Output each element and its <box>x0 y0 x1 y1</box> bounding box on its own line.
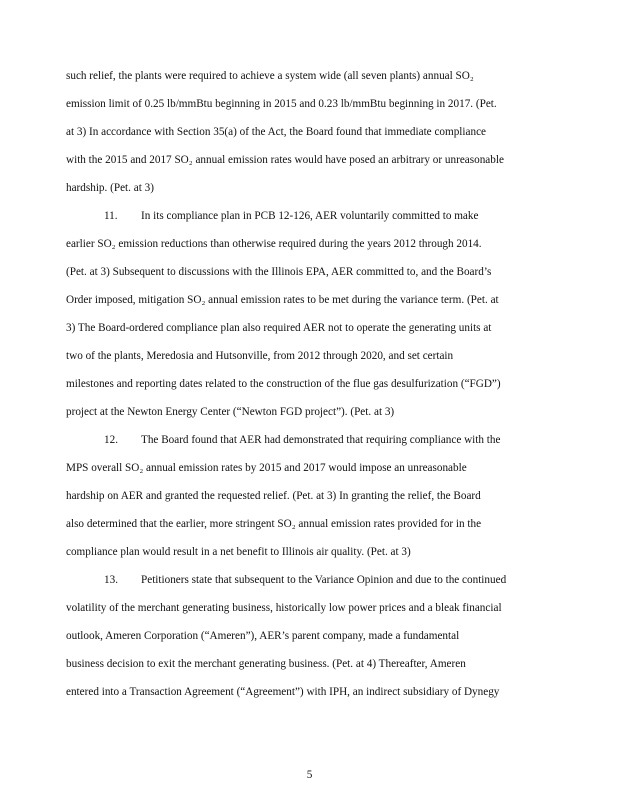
paragraph-number: 13. <box>104 574 118 586</box>
text-line: business decision to exit the merchant generating business. (Pet. at 4) Thereafter, Ameren <box>66 658 466 670</box>
text-line: at 3) In accordance with Section 35(a) of the Act, the Board found that immediate compliance <box>66 126 487 138</box>
text-line: Petitioners state that subsequent to the Variance Opinion and due to the continued <box>141 574 507 586</box>
text-line: entered into a Transaction Agreement (“Agreement”) with IPH, an indirect subsidiary of Dynegy <box>66 686 500 698</box>
text-line: 3) The Board-ordered compliance plan also required AER not to operate the generating units at <box>66 322 492 334</box>
paragraph-number: 11. <box>104 210 118 222</box>
text-line: compliance plan would result in a net benefit to Illinois air quality. (Pet. at 3) <box>66 546 411 558</box>
text-line: emission limit of 0.25 lb/mmBtu beginning in 2015 and 0.23 lb/mmBtu beginning in 2017. (Pet. <box>66 98 497 110</box>
text-line: also determined that the earlier, more stringent SO₂ annual emission rates provided for in the <box>66 518 482 530</box>
page-number: 5 <box>306 769 313 781</box>
text-line: hardship on AER and granted the requested relief. (Pet. at 3) In granting the relief, the Board <box>66 490 481 502</box>
text-line: The Board found that AER had demonstrated that requiring compliance with the <box>141 434 501 446</box>
text-line: two of the plants, Meredosia and Hutsonville, from 2012 through 2020, and set certain <box>66 350 454 362</box>
text-line: such relief, the plants were required to achieve a system wide (all seven plants) annual SO₂ <box>66 70 474 82</box>
text-line: outlook, Ameren Corporation (“Ameren”), AER’s parent company, made a fundamental <box>66 630 460 642</box>
text-line: (Pet. at 3) Subsequent to discussions with the Illinois EPA, AER committed to, and the Board’s <box>66 266 492 278</box>
text-line: with the 2015 and 2017 SO₂ annual emission rates would have posed an arbitrary or unreasonable <box>66 154 504 166</box>
text-line: volatility of the merchant generating business, historically low power prices and a bleak financial <box>66 602 502 614</box>
text-line: Order imposed, mitigation SO₂ annual emission rates to be met during the variance term. (Pet. at <box>66 294 499 306</box>
text-line: MPS overall SO₂ annual emission rates by 2015 and 2017 would impose an unreasonable <box>66 462 467 474</box>
text-line: project at the Newton Energy Center (“Newton FGD project”). (Pet. at 3) <box>66 406 395 418</box>
text-line: earlier SO₂ emission reductions than otherwise required during the years 2012 through 2014. <box>66 238 482 250</box>
text-line: hardship. (Pet. at 3) <box>66 182 154 194</box>
text-line: In its compliance plan in PCB 12-126, AER voluntarily committed to make <box>141 210 479 222</box>
text-line: milestones and reporting dates related to the construction of the flue gas desulfurization (“FGD”) <box>66 378 501 390</box>
paragraph-number: 12. <box>104 434 118 446</box>
